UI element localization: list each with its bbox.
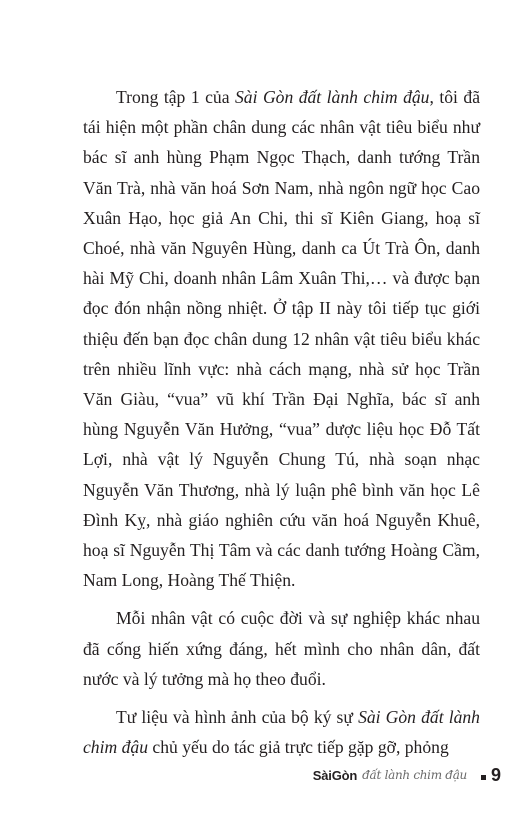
- page-number: 9: [490, 764, 501, 785]
- square-bullet-icon: [481, 775, 486, 780]
- text-span: , tôi đã tái hiện một phần chân dung các nhân vật tiêu biểu như bác sĩ anh hùng Phạm Ngọc Thạch, danh tướng Trần Văn Trà, nhà văn hoá Sơn Nam, nhà ngôn ngữ học Cao Xuân Hạo, học giả An Chi, thi sĩ Kiên Giang, hoạ sĩ Choé, nhà văn Nguyên Hùng, danh ca Út Trà Ôn, danh hài Mỹ Chi, doanh nhân Lâm Xuân Thi,… và được bạn đọc đón nhận nồng nhiệt. Ở tập II này tôi tiếp tục giới thiệu đến bạn đọc chân dung 12 nhân vật tiêu biểu khác trên nhiều lĩnh vực: nhà cách mạng, nhà sử học Trần Văn Giàu, “vua” vũ khí Trần Đại Nghĩa, bác sĩ anh hùng Nguyễn Văn Hưởng, “vua” dược liệu học Đỗ Tất Lợi, nhà vật lý Nguyễn Chung Tú, nhà soạn nhạc Nguyễn Văn Thương, nhà lý luận phê bình văn học Lê Đình Kỵ, nhà giáo nghiên cứu văn hoá Nguyễn Khuê, hoạ sĩ Nguyễn Thị Tâm và các danh tướng Hoàng Cầm, Nam Long, Hoàng Thế Thiện.: [83, 87, 481, 591]
- paragraph-3: [83, 702, 480, 762]
- book-title-italic: Sài Gòn đất lành chim đậu: [83, 707, 480, 758]
- text-span: Tư liệu và hình ảnh của bộ ký sự: [116, 707, 359, 728]
- footer-brand: SàiGòn: [312, 767, 358, 783]
- text-span: chủ yếu do tác giả trực tiếp gặp gỡ, phỏng: [148, 737, 449, 758]
- text-span: Trong tập 1 của: [116, 87, 235, 107]
- text-span: Mỗi nhân vật có cuộc đời và sự nghiệp khác nhau đã cống hiến xứng đáng, hết mình cho nhân dân, đất nước và lý tưởng mà họ theo đuổi.: [83, 608, 480, 689]
- book-title-italic: Sài Gòn đất lành chim đậu: [234, 87, 430, 107]
- body-text: [83, 82, 480, 762]
- paragraph-2: [83, 603, 480, 694]
- paragraph-1: [83, 82, 480, 595]
- page-footer: [313, 762, 501, 788]
- footer-script-title: đất lành chim đậu: [362, 768, 467, 782]
